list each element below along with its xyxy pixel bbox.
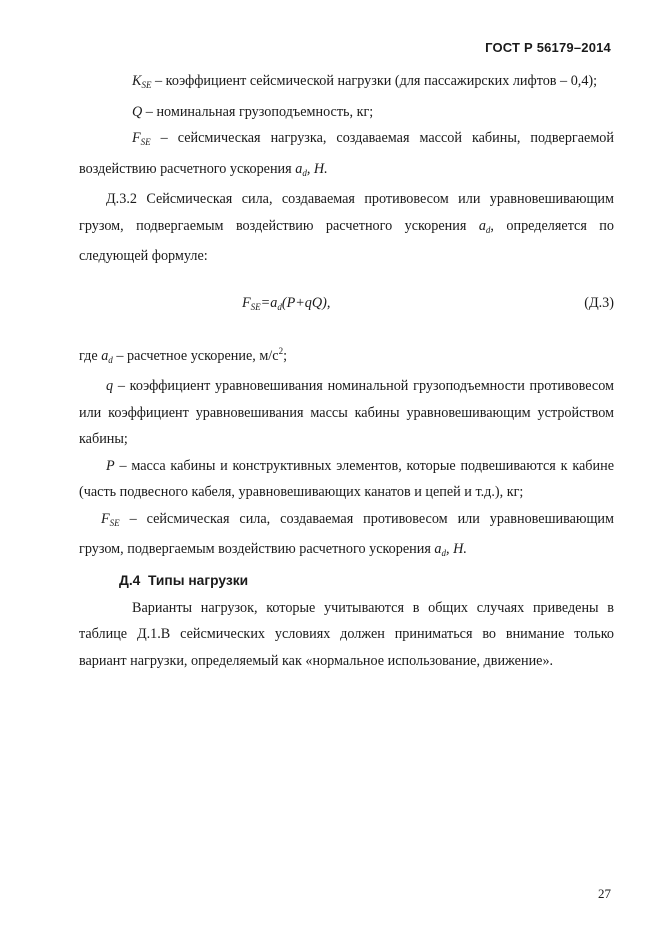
symbol-ad: $a_d$ — [434, 541, 446, 558]
symbol-fse: $F_{SE}$ — [101, 510, 120, 528]
body-paragraph: Варианты нагрузок, которые учитываются в общих случаях приведены в таблице Д.1.В сейсмических условиях должен приниматься во внимание только вариант нагрузки, определяемый как «нормальное использование, движение». — [79, 599, 614, 669]
document-code-header: ГОСТ Р 56179–2014 — [485, 40, 611, 55]
definition-p: P – масса кабины и конструктивных элементов, которые подвешиваются к кабине (часть подвесного кабеля, уравновешивающих канатов и цепей и т.д.), кг; — [79, 457, 614, 500]
formula-number: (Д.3) — [584, 294, 614, 311]
symbol-ad: $a_d$ — [101, 347, 113, 365]
formula-expression: $F_{SE}=a_d(P+qQ)$, — [242, 294, 331, 312]
symbol-p: P — [106, 457, 115, 474]
clause-d-3-2: Д.3.2 Сейсмическая сила, создаваемая противовесом или уравновешивающим грузом, подвергаемым воздействию расчетного ускорения $a_d$, определяется по следующей формуле: — [79, 191, 614, 264]
section-heading-d4: Д.4 Типы нагрузки — [119, 572, 249, 588]
definition-q: Q – номинальная грузоподъемность, кг; — [132, 103, 374, 120]
page-number: 27 — [598, 886, 611, 901]
page-content — [79, 68, 614, 674]
definition-q-coefficient: q – коэффициент уравновешивания номинальной грузоподъемности противовесом или коэффициент уравновешивания массы кабины уравновешивающим устройством кабины; — [79, 378, 614, 447]
definition-ad: где $a_d$ – расчетное ускорение, $м/с^2$; — [79, 345, 288, 365]
definition-fse-counterweight: $F_{SE}$ – сейсмическая сила, создаваемая противовесом или уравновешивающим грузом, подвергаемым воздействию расчетного ускорения $a_d$, Н. — [79, 510, 614, 558]
formula-d3 — [79, 290, 614, 316]
definition-fse-cabin: $F_{SE}$ – сейсмическая нагрузка, создаваемая массой кабины, подвергаемой воздействию расчетного ускорения $a_d$, Н. — [79, 130, 614, 178]
symbol-ad: $a_d$ — [295, 160, 307, 178]
symbol-fse: $F_{SE}$ — [132, 130, 151, 147]
symbol-q: Q — [132, 103, 143, 120]
symbol-ad: $a_d$ — [478, 217, 491, 235]
symbol-q-small: q — [106, 378, 114, 394]
definition-kse: $K_{SE}$ – коэффициент сейсмической нагрузки (для пассажирских лифтов – 0,4); — [132, 73, 598, 90]
symbol-kse: $K_{SE}$ — [132, 73, 152, 90]
